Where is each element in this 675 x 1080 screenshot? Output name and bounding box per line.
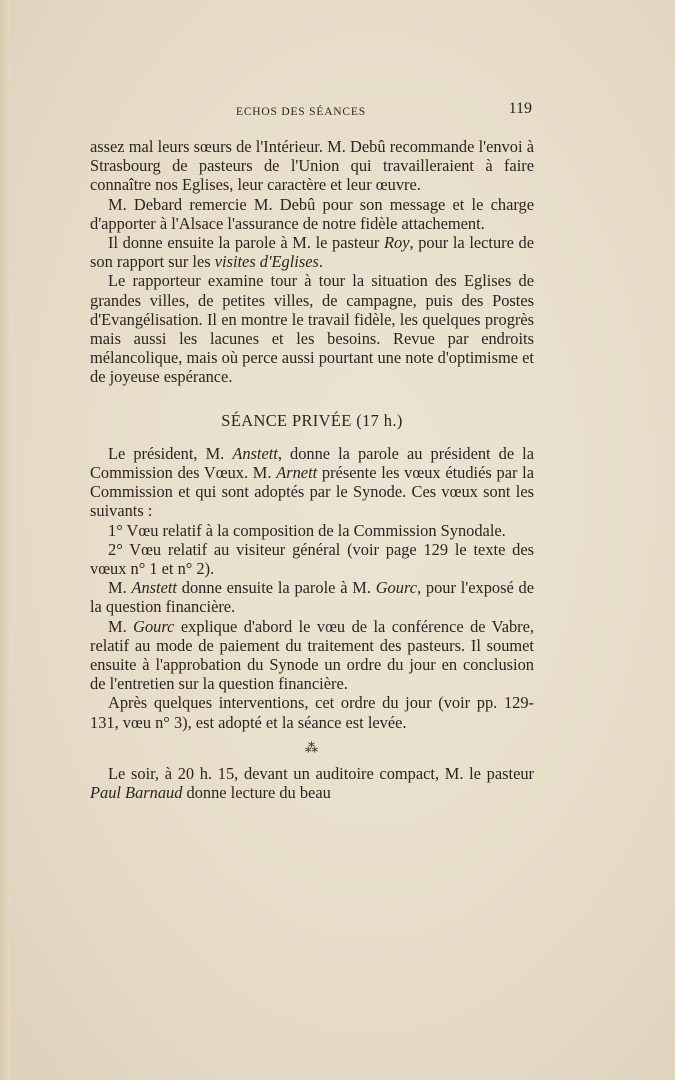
- paragraph: Il donne ensuite la parole à M. le pasteur Roy, pour la lecture de son rapport sur les visites d'Eglises.: [90, 233, 535, 272]
- paragraph: M. Gourc explique d'abord le vœu de la conférence de Vabre, relatif au mode de paiement du traitement des pasteurs. Il soumet ensuite à l'approbation du Synode un ordre du jour en conclusion de l'entretien sur la question financière.: [90, 616, 534, 694]
- asterism-separator: ⁂: [305, 739, 319, 755]
- page-body: [90, 137, 534, 802]
- paragraph: Le soir, à 20 h. 15, devant un auditoire compact, M. le pasteur Paul Barnaud donne lecture du beau: [90, 763, 534, 803]
- paragraph: Le rapporteur examine tour à tour la situation des Eglises de grandes villes, de petites villes, de campagne, puis des Postes d'Evangélisation. Il en montre le travail fidèle, les quelques progrès mais aussi les lacunes et les besoins. Revue par endroits mélancolique, mais où perce aussi pourtant une note d'optimisme et de joyeuse espérance.: [90, 271, 534, 387]
- paragraph: M. Anstett donne ensuite la parole à M. Gourc, pour l'exposé de la question financière.: [90, 578, 534, 617]
- running-head: ECHOS DES SÉANCES: [236, 106, 366, 118]
- paragraph: Après quelques interventions, cet ordre du jour (voir pp. 129-131, vœu n° 3), est adopté et la séance est levée.: [90, 693, 534, 732]
- page-number: 119: [508, 100, 532, 117]
- paragraph: assez mal leurs sœurs de l'Intérieur. M. Debû recommande l'envoi à Strasbourg de pasteurs de l'Union qui travailleraient à faire connaître nos Eglises, leur caractère et leur œuvre.: [90, 137, 534, 195]
- section-heading: SÉANCE PRIVÉE (17 h.): [221, 410, 403, 430]
- page-header: [90, 100, 534, 122]
- paragraph: 1° Vœu relatif à la composition de la Commission Synodale.: [108, 520, 506, 540]
- paragraph: Le président, M. Anstett, donne la parole au président de la Commission des Vœux. M. Arnett présente les vœux étudiés par la Commission et qui sont adoptés par le Synode. Ces vœux sont les suivants :: [90, 443, 535, 521]
- paragraph: M. Debard remercie M. Debû pour son message et le charge d'apporter à l'Alsace l'assurance de notre fidèle attachement.: [90, 194, 534, 233]
- paragraph: 2° Vœu relatif au visiteur général (voir page 129 le texte des vœux n° 1 et n° 2).: [90, 539, 534, 579]
- page-gutter-edge: [0, 0, 10, 1080]
